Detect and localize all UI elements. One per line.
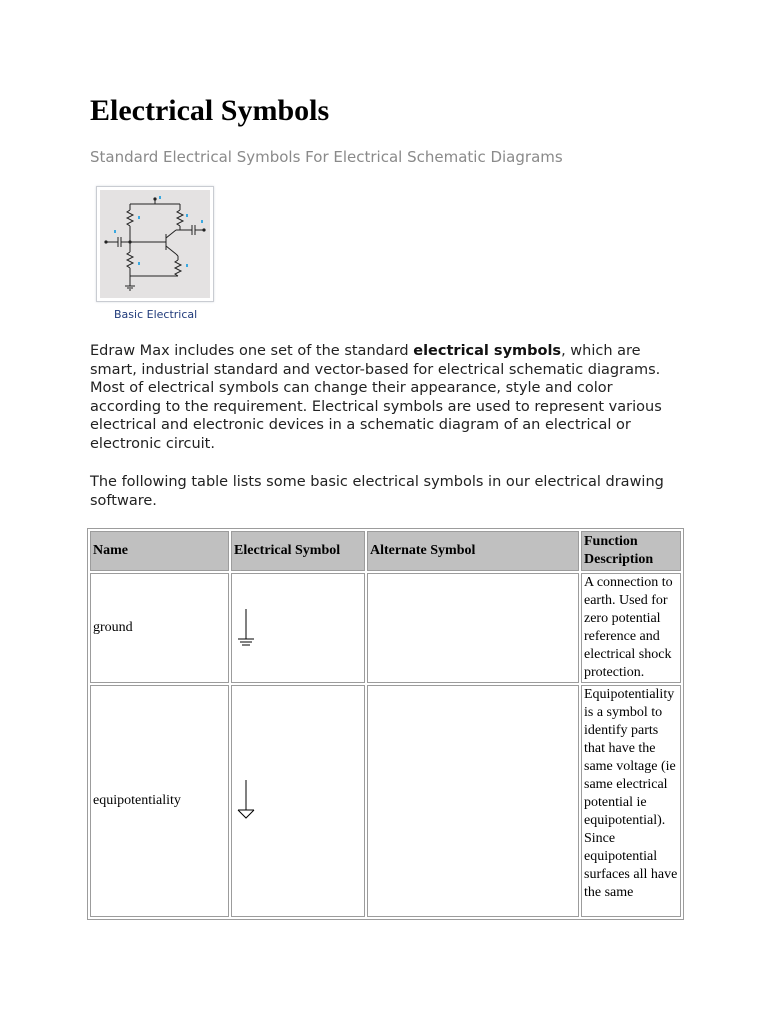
row-ground-alternate [367,573,579,683]
table-intro-paragraph: The following table lists some basic electrical symbols in our electrical drawing software. [90,474,664,509]
thumbnail-caption[interactable]: Basic Electrical [114,308,198,321]
ground-symbol-icon [234,603,274,653]
row-equipotentiality-description: Equipotentiality is a symbol to identify parts that have the same voltage (ie same electrical potential ie equipotential). Since equipotential surfaces all have the same [581,685,681,917]
basic-electrical-thumbnail[interactable] [96,186,214,302]
table-row [90,573,681,683]
intro-paragraph [90,342,675,454]
row-ground-symbol [231,573,365,683]
header-electrical-symbol: Electrical Symbol [231,531,365,571]
header-function-description: Function Description [581,531,681,571]
intro-text-start: Edraw Max includes one set of the standard [90,343,414,359]
row-ground-name: ground [90,573,229,683]
row-equipotentiality-alternate [367,685,579,917]
header-name: Name [90,531,229,571]
electrical-symbols-keyword: electrical symbols [413,343,562,359]
page-subtitle: Standard Electrical Symbols For Electrical Schematic Diagrams [90,148,563,166]
symbols-table [87,528,684,920]
row-ground-description: A connection to earth. Used for zero potential reference and electrical shock protection. [581,573,681,683]
page-title: Electrical Symbols [90,94,330,127]
table-header-row [90,531,681,571]
equipotential-symbol-icon [234,776,274,826]
header-alternate-symbol: Alternate Symbol [367,531,579,571]
table-row [90,685,681,917]
row-equipotentiality-symbol [231,685,365,917]
thumbnail-background [100,190,210,298]
circuit-diagram-icon [100,190,210,298]
row-equipotentiality-name: equipotentiality [90,685,229,917]
intro-text-end: , which are smart, industrial standard and vector-based for electrical schematic diagrams. Most of electrical symbols can change their appearance, style and color according to the requirement. Electrical symbols are used to represent various electrical and electronic devices in a schematic diagram of an electrical or electronic circuit. [90,343,662,452]
